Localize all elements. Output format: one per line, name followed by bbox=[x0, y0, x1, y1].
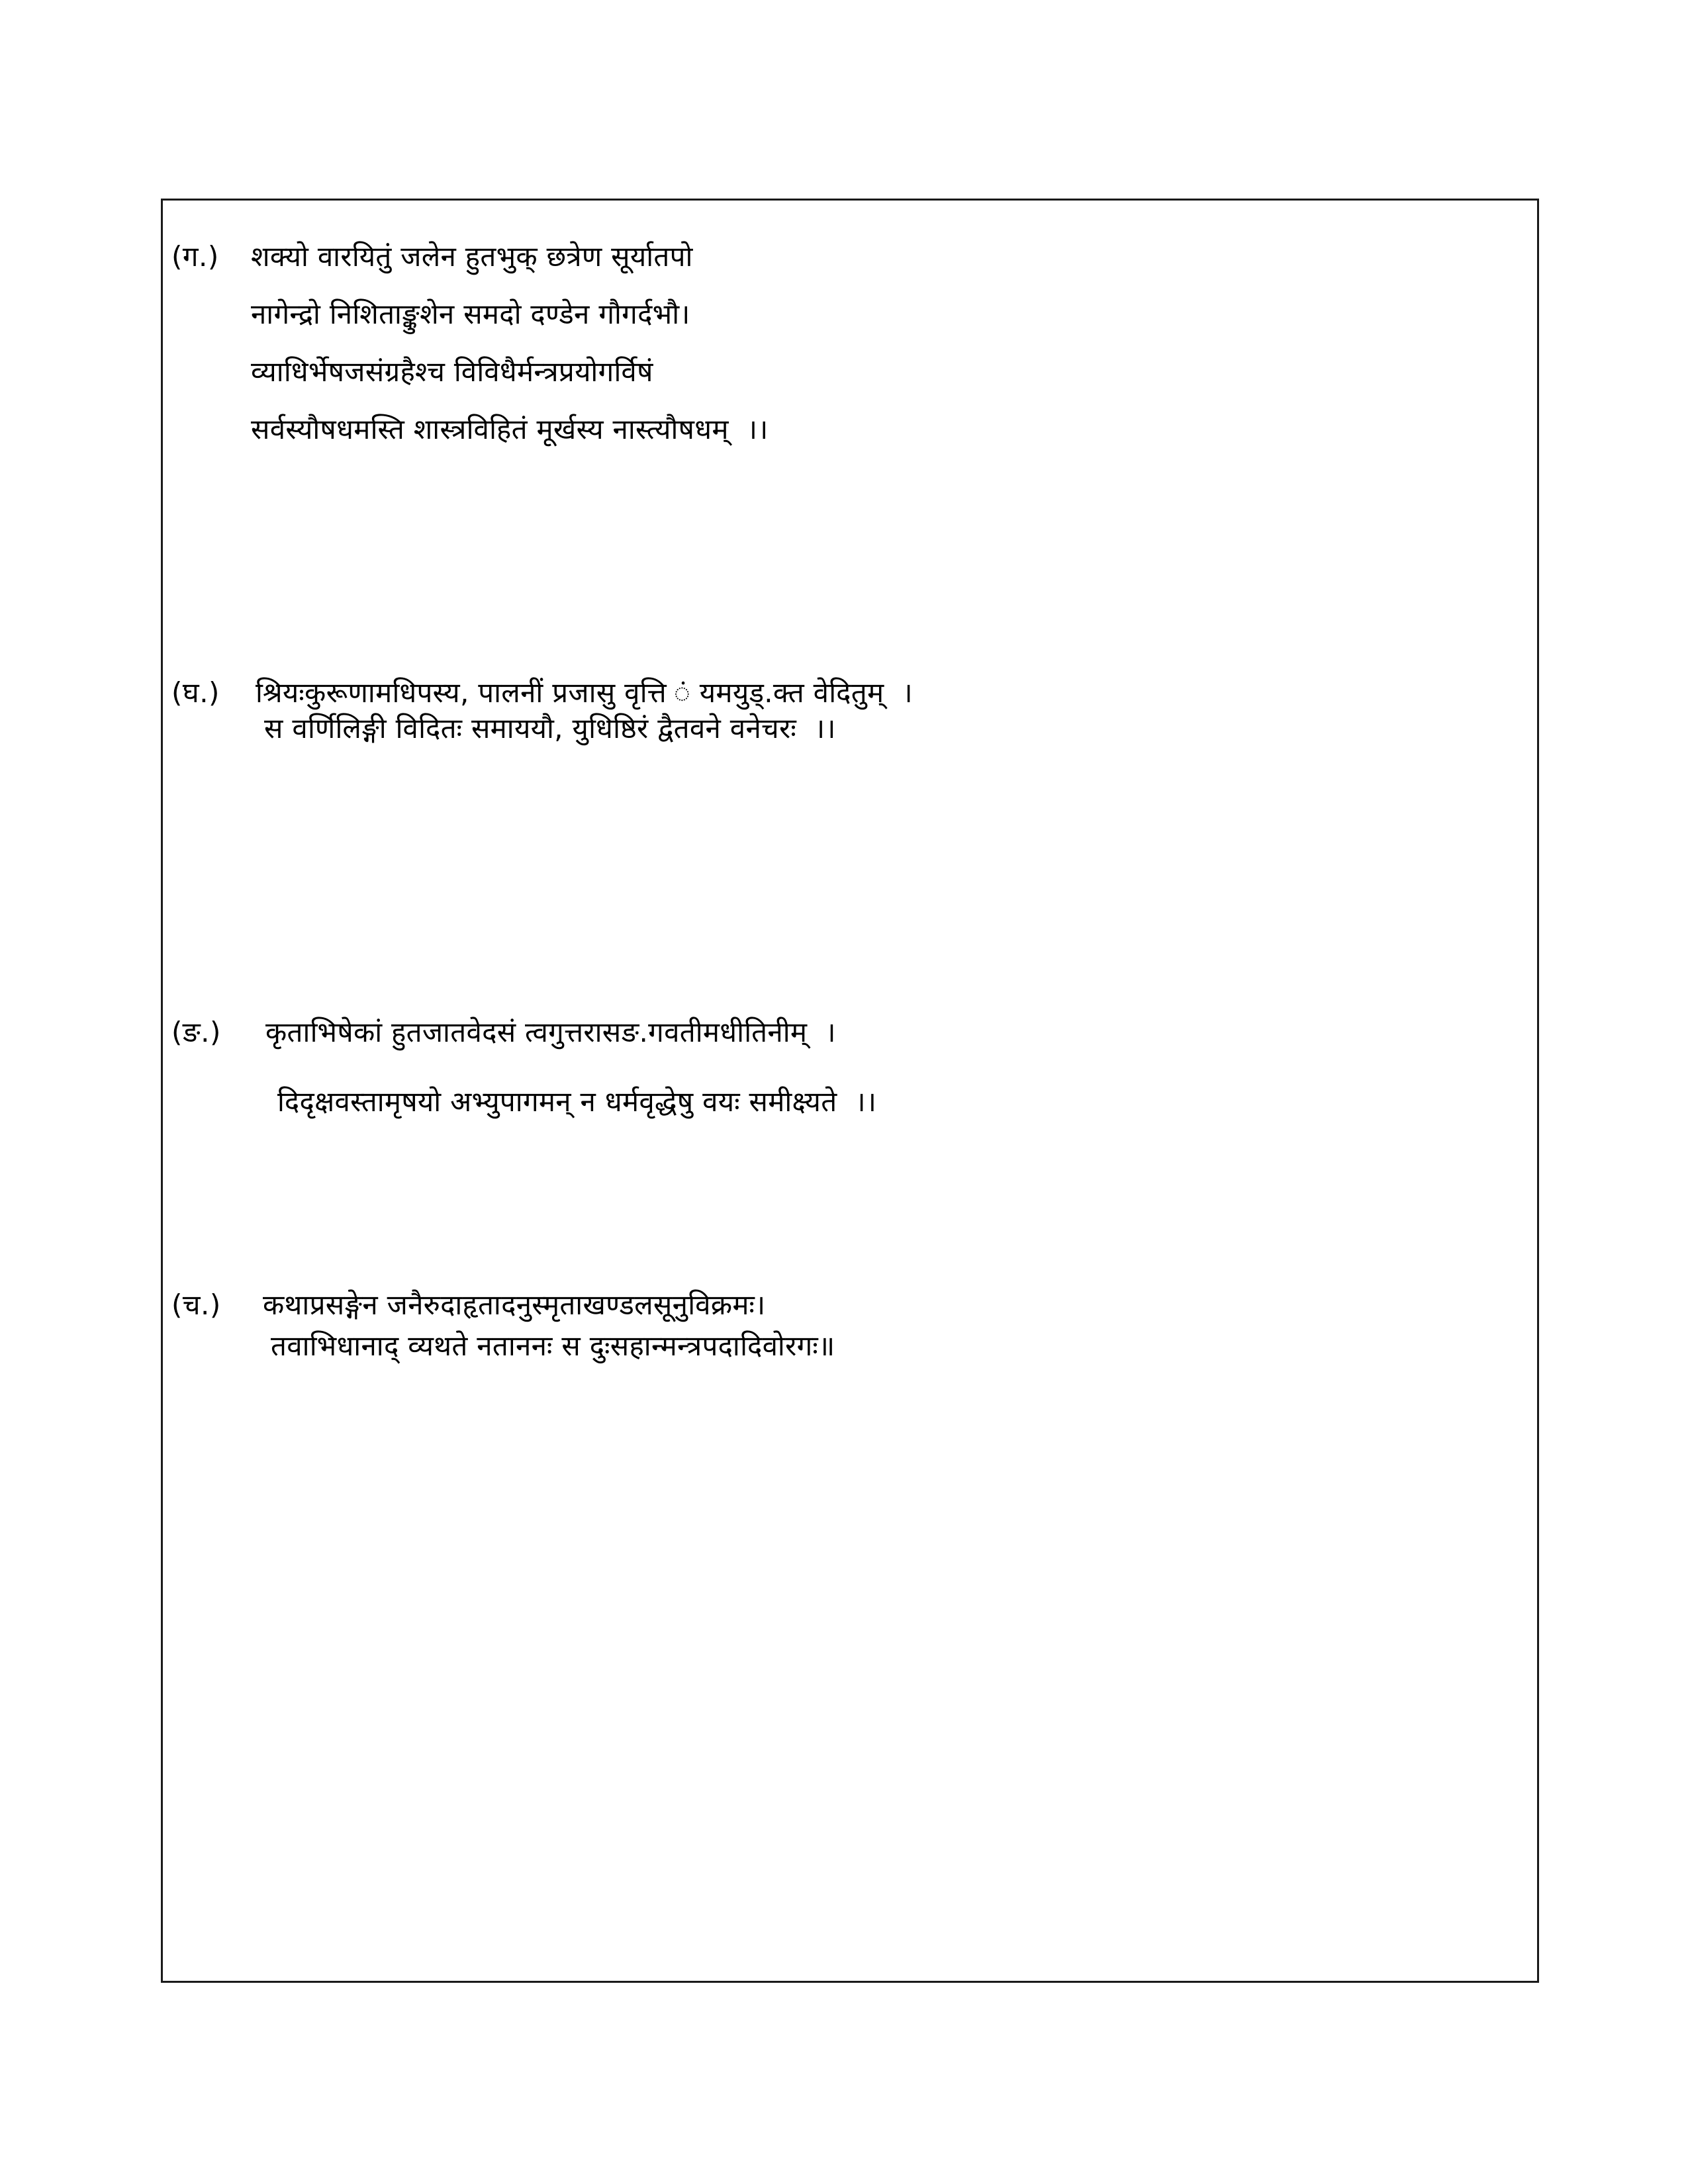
verse-text-nga-line-1: कृताभिषेकां हुतजातवेदसं त्वगुत्तरासङ.गवतीमधीतिनीम् । bbox=[265, 1016, 836, 1048]
verse-line bbox=[171, 1085, 877, 1118]
verse-label-nga: (ङ.) bbox=[171, 1016, 221, 1048]
verse-line bbox=[171, 676, 913, 709]
verse-line bbox=[171, 1016, 876, 1048]
verse-text-cha-line-2: तवाभिधानाद् व्यथते नताननः स दुःसहान्मन्त्रपदादिवोरगः॥ bbox=[271, 1330, 835, 1362]
verse-label-gha: (घ.) bbox=[171, 676, 220, 709]
verse-line bbox=[171, 240, 769, 273]
verse-block-cha bbox=[171, 1291, 835, 1360]
verse-label-cha: (च.) bbox=[171, 1289, 221, 1321]
verse-label-ga: (ग.) bbox=[171, 240, 219, 273]
verse-text-gha-line-1: श्रियःकुरूणामधिपस्य, पालनीं प्रजासु वृत्ति ं यमयुड्.क्त वेदितुम् । bbox=[256, 676, 913, 709]
verse-text-ga-line-4: सर्वस्यौषधमस्ति शास्त्रविहितं मूर्खस्य नास्त्यौषधम् ।। bbox=[251, 413, 769, 445]
verse-line bbox=[171, 413, 769, 445]
verse-block-gha bbox=[171, 676, 913, 745]
verse-block-ga bbox=[171, 240, 769, 445]
verse-line bbox=[171, 300, 769, 328]
verse-line bbox=[171, 712, 913, 745]
verse-text-gha-line-2: स वर्णिलिङ्गी विदितः समाययौ, युधिष्ठिरं द्वैतवने वनेचरः ।। bbox=[264, 712, 836, 745]
content-border-frame bbox=[161, 199, 1539, 1983]
verse-text-ga-line-2: नागेन्द्रो निशिताङ्कुशेन समदो दण्डेन गौगर्दभौ। bbox=[251, 298, 690, 330]
verse-text-nga-line-2: दिदृक्षवस्तामृषयो अभ्युपागमन् न धर्मवृद्धेषु वयः समीक्ष्यते ।। bbox=[277, 1085, 877, 1118]
verse-text-ga-line-1: शक्यो वारयितुं जलेन हुतभुक् छत्रेण सूर्यातपो bbox=[251, 240, 693, 273]
verse-text-cha-line-1: कथाप्रसङ्गेन जनैरुदाहृतादनुस्मृताखण्डलसूनुविक्रमः। bbox=[263, 1289, 766, 1321]
verse-line bbox=[171, 1332, 835, 1360]
verse-line bbox=[171, 1291, 835, 1319]
verse-text-ga-line-3: व्याधिर्भेषजसंग्रहैश्च विविधैर्मन्त्रप्रयोगर्विषं bbox=[251, 355, 653, 388]
verse-line bbox=[171, 355, 769, 388]
verse-block-nga bbox=[171, 1016, 877, 1118]
